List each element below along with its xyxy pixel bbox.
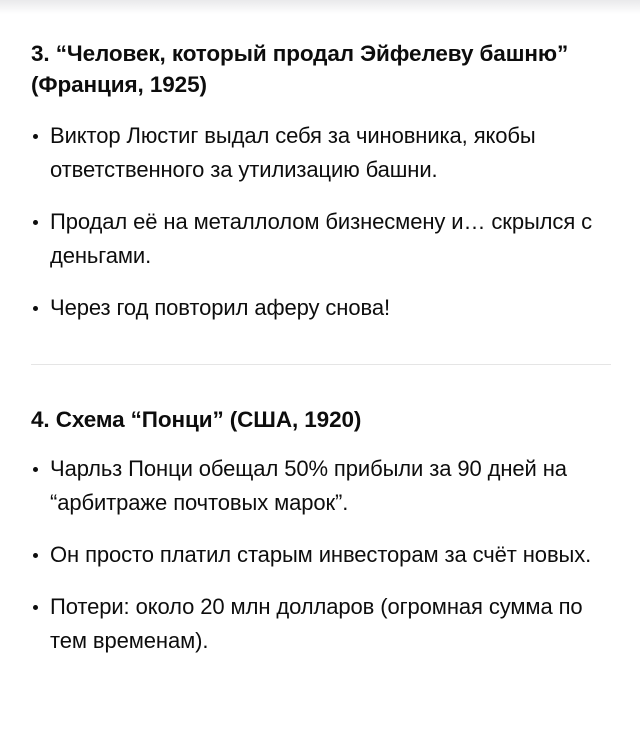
bullet-item: Потери: около 20 млн долларов (огромная сумма по тем временам). xyxy=(31,590,616,658)
bullet-list xyxy=(31,452,616,658)
section-heading: 4. Схема “Понци” (США, 1920) xyxy=(31,407,362,432)
top-shadow xyxy=(0,0,640,14)
bullet-item: Он просто платил старым инвесторам за счёт новых. xyxy=(31,538,616,572)
section-ponzi-scheme xyxy=(31,404,616,676)
section-divider xyxy=(31,364,611,365)
bullet-item: Продал её на металлолом бизнесмену и… скрылся с деньгами. xyxy=(31,205,616,273)
bullet-item: Виктор Люстиг выдал себя за чиновника, якобы ответственного за утилизацию башни. xyxy=(31,119,616,187)
bullet-item: Через год повторил аферу снова! xyxy=(31,291,616,325)
section-eiffel-tower xyxy=(31,38,616,343)
bullet-list xyxy=(31,119,616,325)
section-heading: 3. “Человек, который продал Эйфелеву башню” (Франция, 1925) xyxy=(31,41,569,97)
bullet-item: Чарльз Понци обещал 50% прибыли за 90 дней на “арбитраже почтовых марок”. xyxy=(31,452,616,520)
